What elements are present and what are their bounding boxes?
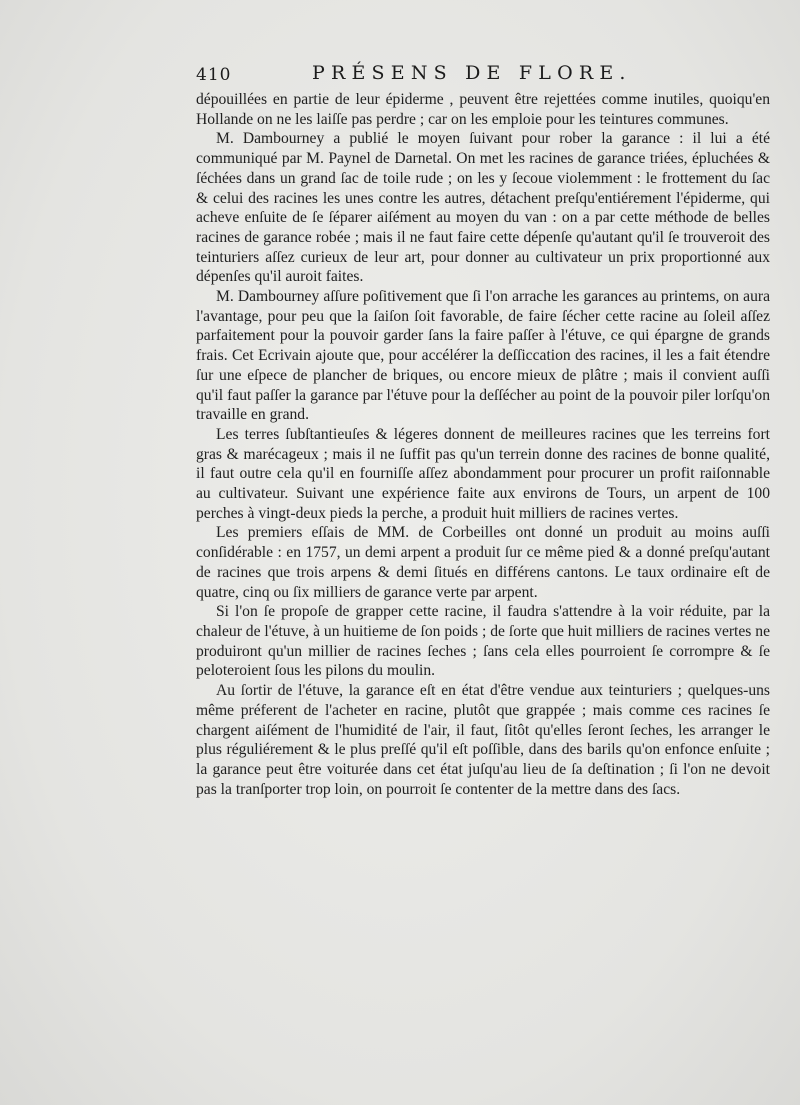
page-number: 410 [196, 65, 232, 85]
paragraph-terres: Les terres ſubſtantieuſes & légeres donnent de meilleures racines que les terreins fort gras & marécageux ; mais il ne ſuffit pas qu'un terrein donne des racines de bonne qualité, il faut outre cela qu'il en fourniſſe aſſez abondamment pour procurer un profit raiſonnable au cultivateur. Suivant une expérience faite aux environs de Tours, un arpent de 100 perches à vingt-deux pieds la perche, a produit huit milliers de racines vertes. [196, 425, 770, 522]
paragraph-etuve: Au ſortir de l'étuve, la garance eſt en état d'être vendue aux teinturiers ; quelques-uns même préferent de l'acheter en racine, plutôt que grappée ; mais comme ces racines ſe chargent aiſément de l'humidité de l'air, il faut, ſitôt qu'elles ſeront ſeches, les arranger le plus réguliérement & le plus preſſé qu'il eſt poſſible, dans des barils qu'on enfonce enſuite ; la garance peut être voiturée dans cet état juſqu'au lieu de ſa deſtination ; ſi l'on ne devoit pas la tranſporter trop loin, on pourroit ſe contenter de la mettre dans des ſacs. [196, 682, 770, 798]
body-text [196, 90, 770, 799]
running-title: PRÉSENS DE FLORE. [312, 62, 632, 84]
paragraph-rober-garance: M. Dambourney a publié le moyen ſuivant pour rober la garance : il lui a été communiqué par M. Paynel de Darnetal. On met les racines de garance triées, épluchées & ſéchées dans un grand ſac de toile rude ; on les y ſecoue violemment : le frottement du ſac & celui des racines les unes contre les autres, détachent preſqu'entiérement l'épiderme, qui acheve enſuite de ſe ſéparer aiſément au moyen du van : on a par cette méthode de belles racines de garance robée ; mais il ne faut faire cette dépenſe qu'autant qu'il ſe trouveroit des teinturiers aſſez curieux de leur art, pour donner au cultivateur un prix proportionné aux dépenſes qu'il auroit faites. [196, 130, 770, 286]
page-header [196, 62, 632, 92]
paragraph-printems: M. Dambourney aſſure poſitivement que ſi l'on arrache les garances au printems, on aura l'avantage, pour peu que la ſaiſon ſoit favorable, de faire ſécher cette racine au ſoleil aſſez parfaitement pour la pouvoir garder ſans la faire paſſer à l'étuve, ce qui épargne de grands frais. Cet Ecrivain ajoute que, pour accélérer la deſſiccation des racines, il les a fait étendre ſur une eſpece de plancher de briques, ou encore mieux de plâtre ; mais il convient auſſi qu'il faut paſſer la garance par l'étuve pour la deſſécher au point de la pouvoir piler lorſqu'on travaille en grand. [196, 288, 770, 424]
paragraph-grapper: Si l'on ſe propoſe de grapper cette racine, il faudra s'attendre à la voir réduite, par la chaleur de l'étuve, à un huitieme de ſon poids ; de ſorte que huit milliers de racines vertes ne produiront qu'un millier de racines ſeches ; ſans cela elles pourroient ſe corrompre & ſe peloteroient ſous les pilons du moulin. [196, 603, 770, 680]
paragraph-continuation: dépouillées en partie de leur épiderme , peuvent être rejettées comme inutiles, quoiqu'en Hollande on ne les laiſſe pas perdre ; car on les emploie pour les teintures communes. [196, 91, 770, 128]
paragraph-corbeilles: Les premiers eſſais de MM. de Corbeilles ont donné un produit au moins auſſi conſidérable : en 1757, un demi arpent a produit ſur ce même pied & a donné preſqu'autant de racines que trois arpens & demi ſitués en différens cantons. Le taux ordinaire eſt de quatre, cinq ou ſix milliers de garance verte par arpent. [196, 524, 770, 601]
